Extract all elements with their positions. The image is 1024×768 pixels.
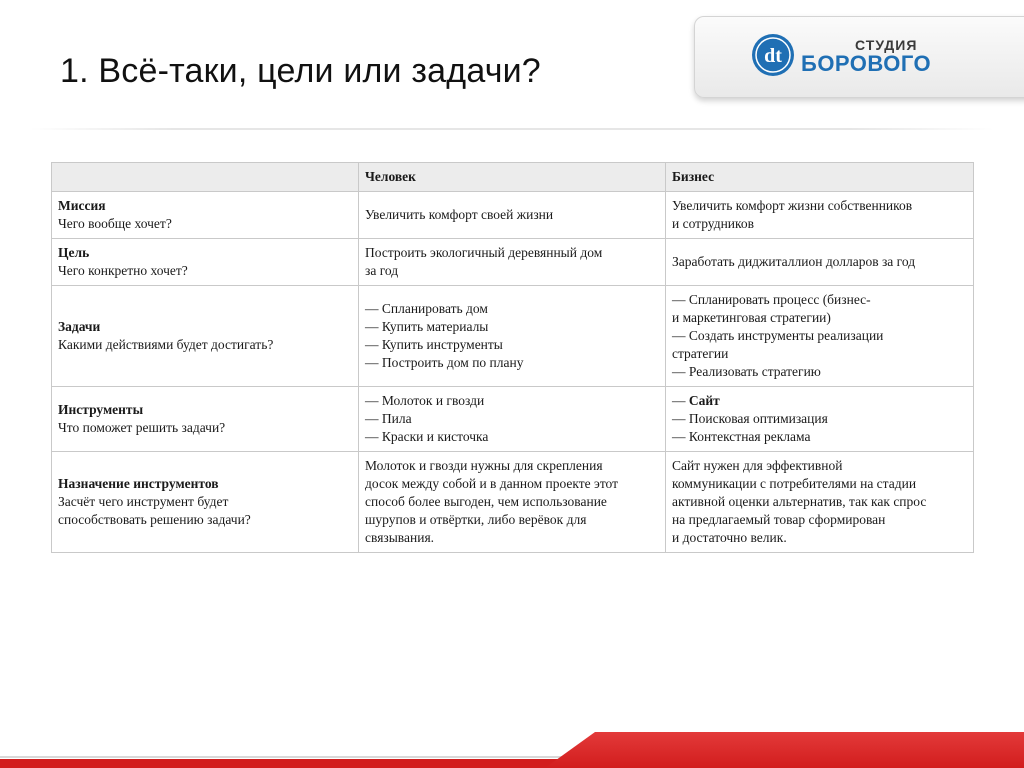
cell-line: и сотрудников (672, 216, 755, 231)
cell-line: за год (365, 263, 399, 278)
cell-line: — Поисковая оптимизация (672, 411, 828, 426)
logo-mark-icon (751, 33, 795, 77)
cell-line: — Реализовать стратегию (672, 364, 821, 379)
cell-line: способ более выгоден, чем использование (365, 494, 607, 509)
cell-line: — Купить инструменты (365, 337, 503, 352)
row-subtitle: способствовать решению задачи? (58, 512, 251, 527)
header-cell-business: Бизнес (666, 163, 974, 192)
row-title: Миссия (58, 198, 106, 213)
row-subtitle: Засчёт чего инструмент будет (58, 494, 229, 509)
cell-line: Увеличить комфорт жизни собственников (672, 198, 913, 213)
cell-line: досок между собой и в данном проекте этот (365, 476, 619, 491)
row-subtitle: Какими действиями будет достигать? (58, 337, 274, 352)
row-title: Инструменты (58, 402, 144, 417)
person-cell (359, 452, 666, 553)
cell-line: коммуникации с потребителями на стадии (672, 476, 917, 491)
cell-line: Построить экологичный деревянный дом (365, 245, 603, 260)
row-title: Задачи (58, 319, 101, 334)
row-title: Цель (58, 245, 90, 260)
cell-line: — Пила (365, 411, 412, 426)
cell-line: Заработать диджиталлион долларов за год (672, 254, 916, 269)
person-cell (359, 192, 666, 239)
cell-line: — Краски и кисточка (365, 429, 489, 444)
cell-line: и маркетинговая стратегии) (672, 310, 831, 325)
table-header-row (52, 163, 974, 192)
table-row (52, 286, 974, 387)
person-cell (359, 239, 666, 286)
cell-line: — Контекстная реклама (672, 429, 811, 444)
cell-line: Сайт нужен для эффективной (672, 458, 843, 473)
comparison-table-container (51, 162, 973, 553)
cell-line: связывания. (365, 530, 435, 545)
person-cell (359, 387, 666, 452)
row-header-cell (52, 192, 359, 239)
table-row (52, 452, 974, 553)
studio-logo (694, 16, 1024, 98)
cell-line: — Молоток и гвозди (365, 393, 485, 408)
cell-line: — Купить материалы (365, 319, 489, 334)
comparison-table (51, 162, 974, 553)
cell-line: на предлагаемый товар сформирован (672, 512, 886, 527)
cell-line: Молоток и гвозди нужны для скрепления (365, 458, 603, 473)
business-cell (666, 387, 974, 452)
business-cell (666, 192, 974, 239)
cell-line: — Спланировать дом (365, 301, 488, 316)
cell-line: стратегии (672, 346, 729, 361)
row-header-cell (52, 239, 359, 286)
footer-red-band (545, 732, 1024, 768)
slide-title: 1. Всё-таки, цели или задачи? (60, 52, 541, 90)
row-header-cell (52, 452, 359, 553)
row-subtitle: Чего вообще хочет? (58, 216, 172, 231)
row-header-cell (52, 286, 359, 387)
cell-line: и достаточно велик. (672, 530, 787, 545)
logo-text-bottom: БОРОВОГО (801, 51, 932, 76)
business-cell (666, 452, 974, 553)
dash-prefix: — (672, 393, 689, 408)
cell-line: Увеличить комфорт своей жизни (365, 207, 554, 222)
row-title: Назначение инструментов (58, 476, 219, 491)
cell-line: — Построить дом по плану (365, 355, 524, 370)
row-subtitle: Чего конкретно хочет? (58, 263, 188, 278)
cell-line: шурупов и отвёртки, либо верёвок для (365, 512, 587, 527)
table-row (52, 387, 974, 452)
site-label: Сайт (688, 393, 720, 408)
svg-text:dt: dt (764, 45, 782, 67)
person-cell (359, 286, 666, 387)
row-subtitle: Что поможет решить задачи? (58, 420, 226, 435)
cell-line: — Спланировать процесс (бизнес- (672, 292, 871, 307)
logo-text-top: СТУДИЯ (855, 37, 918, 53)
cell-line: — Создать инструменты реализации (672, 328, 884, 343)
row-header-cell (52, 387, 359, 452)
table-row (52, 192, 974, 239)
header-cell-person: Человек (359, 163, 666, 192)
business-cell (666, 286, 974, 387)
table-row (52, 239, 974, 286)
title-divider (30, 128, 994, 130)
cell-line: активной оценки альтернатив, так как спрос (672, 494, 927, 509)
header-cell-empty (52, 163, 359, 192)
business-cell (666, 239, 974, 286)
cell-line-site (672, 392, 967, 410)
